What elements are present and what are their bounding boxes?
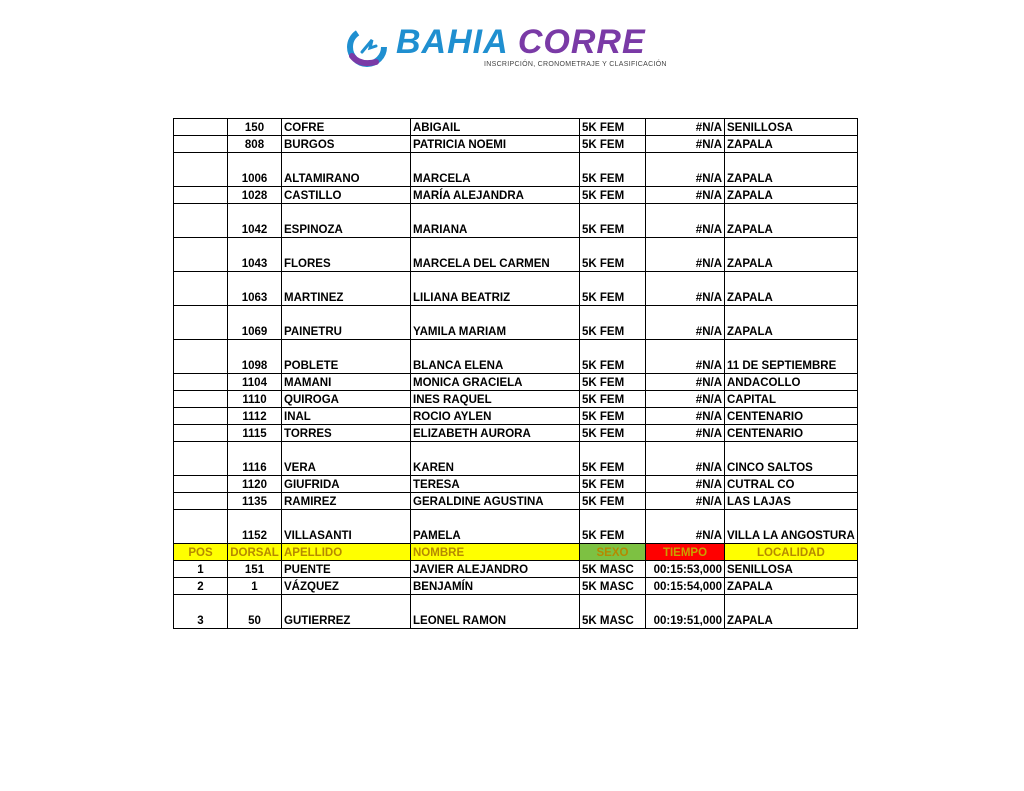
cell-tiempo: #N/A: [646, 510, 725, 544]
cell-apellido: MARTINEZ: [282, 272, 411, 306]
cell-localidad: ZAPALA: [725, 595, 858, 629]
table-row: [174, 510, 858, 544]
cell-sexo: 5K FEM: [580, 442, 646, 476]
cell-pos: [174, 425, 228, 442]
cell-pos: [174, 187, 228, 204]
cell-sexo: 5K FEM: [580, 238, 646, 272]
cell-dorsal: 1098: [228, 340, 282, 374]
cell-sexo: 5K FEM: [580, 391, 646, 408]
cell-localidad: 11 DE SEPTIEMBRE: [725, 340, 858, 374]
cell-nombre: ELIZABETH AURORA: [411, 425, 580, 442]
cell-pos: [174, 442, 228, 476]
cell-apellido: TORRES: [282, 425, 411, 442]
cell-apellido: VÁZQUEZ: [282, 578, 411, 595]
header-sexo: SEXO: [580, 544, 646, 561]
cell-nombre: LILIANA BEATRIZ: [411, 272, 580, 306]
table-row: [174, 187, 858, 204]
cell-apellido: PAINETRU: [282, 306, 411, 340]
cell-sexo: 5K FEM: [580, 306, 646, 340]
cell-dorsal: 50: [228, 595, 282, 629]
cell-dorsal: 1120: [228, 476, 282, 493]
cell-tiempo: #N/A: [646, 187, 725, 204]
cell-sexo: 5K FEM: [580, 425, 646, 442]
cell-dorsal: 1115: [228, 425, 282, 442]
cell-dorsal: 1104: [228, 374, 282, 391]
brand-tagline: INSCRIPCIÓN, CRONOMETRAJE Y CLASIFICACIÓN: [484, 61, 667, 68]
cell-dorsal: 1110: [228, 391, 282, 408]
cell-dorsal: 1063: [228, 272, 282, 306]
cell-nombre: PATRICIA NOEMI: [411, 136, 580, 153]
cell-pos: [174, 238, 228, 272]
cell-localidad: ZAPALA: [725, 238, 858, 272]
cell-apellido: MAMANI: [282, 374, 411, 391]
cell-sexo: 5K FEM: [580, 119, 646, 136]
results-bottom-body: [174, 561, 858, 629]
table-row: [174, 425, 858, 442]
table-row: [174, 493, 858, 510]
cell-localidad: ZAPALA: [725, 153, 858, 187]
cell-pos: [174, 391, 228, 408]
brand-wordmark: [396, 22, 646, 62]
cell-apellido: ESPINOZA: [282, 204, 411, 238]
cell-nombre: BLANCA ELENA: [411, 340, 580, 374]
cell-apellido: VERA: [282, 442, 411, 476]
cell-nombre: ROCIO AYLEN: [411, 408, 580, 425]
cell-nombre: MARÍA ALEJANDRA: [411, 187, 580, 204]
cell-localidad: CAPITAL: [725, 391, 858, 408]
cell-sexo: 5K FEM: [580, 408, 646, 425]
cell-dorsal: 1042: [228, 204, 282, 238]
cell-localidad: ZAPALA: [725, 204, 858, 238]
cell-tiempo: 00:19:51,000: [646, 595, 725, 629]
cell-nombre: JAVIER ALEJANDRO: [411, 561, 580, 578]
cell-apellido: ALTAMIRANO: [282, 153, 411, 187]
cell-apellido: INAL: [282, 408, 411, 425]
cell-pos: 3: [174, 595, 228, 629]
cell-apellido: GUTIERREZ: [282, 595, 411, 629]
cell-pos: [174, 374, 228, 391]
cell-tiempo: #N/A: [646, 442, 725, 476]
cell-sexo: 5K FEM: [580, 510, 646, 544]
cell-tiempo: #N/A: [646, 119, 725, 136]
cell-sexo: 5K FEM: [580, 136, 646, 153]
results-top-body: [174, 119, 858, 544]
cell-nombre: LEONEL RAMON: [411, 595, 580, 629]
cell-dorsal: 151: [228, 561, 282, 578]
cell-dorsal: 1043: [228, 238, 282, 272]
cell-localidad: VILLA LA ANGOSTURA: [725, 510, 858, 544]
cell-dorsal: 150: [228, 119, 282, 136]
cell-tiempo: 00:15:53,000: [646, 561, 725, 578]
cell-localidad: ZAPALA: [725, 306, 858, 340]
cell-localidad: ZAPALA: [725, 136, 858, 153]
table-row: [174, 272, 858, 306]
cell-pos: 1: [174, 561, 228, 578]
table-row: [174, 442, 858, 476]
cell-pos: [174, 272, 228, 306]
cell-apellido: PUENTE: [282, 561, 411, 578]
cell-nombre: GERALDINE AGUSTINA: [411, 493, 580, 510]
header-pos: POS: [174, 544, 228, 561]
cell-tiempo: #N/A: [646, 340, 725, 374]
cell-localidad: CUTRAL CO: [725, 476, 858, 493]
table-row: [174, 476, 858, 493]
header-tiempo: TIEMPO: [646, 544, 725, 561]
table-row: [174, 238, 858, 272]
cell-tiempo: #N/A: [646, 374, 725, 391]
cell-localidad: ZAPALA: [725, 272, 858, 306]
cell-apellido: BURGOS: [282, 136, 411, 153]
cell-apellido: QUIROGA: [282, 391, 411, 408]
table-row: [174, 408, 858, 425]
cell-nombre: MARCELA: [411, 153, 580, 187]
cell-apellido: COFRE: [282, 119, 411, 136]
cell-sexo: 5K MASC: [580, 578, 646, 595]
cell-nombre: MARCELA DEL CARMEN: [411, 238, 580, 272]
cell-apellido: POBLETE: [282, 340, 411, 374]
cell-apellido: CASTILLO: [282, 187, 411, 204]
cell-pos: [174, 340, 228, 374]
header-nombre: NOMBRE: [411, 544, 580, 561]
cell-localidad: LAS LAJAS: [725, 493, 858, 510]
cell-pos: [174, 493, 228, 510]
cell-sexo: 5K FEM: [580, 340, 646, 374]
cell-nombre: BENJAMÍN: [411, 578, 580, 595]
cell-sexo: 5K FEM: [580, 204, 646, 238]
cell-sexo: 5K FEM: [580, 493, 646, 510]
cell-tiempo: #N/A: [646, 153, 725, 187]
brand-name-part2: CORRE: [517, 23, 646, 61]
cell-tiempo: #N/A: [646, 238, 725, 272]
cell-tiempo: #N/A: [646, 476, 725, 493]
cell-tiempo: #N/A: [646, 425, 725, 442]
cell-dorsal: 1: [228, 578, 282, 595]
cell-dorsal: 1069: [228, 306, 282, 340]
cell-localidad: SENILLOSA: [725, 561, 858, 578]
cell-localidad: SENILLOSA: [725, 119, 858, 136]
cell-localidad: CENTENARIO: [725, 408, 858, 425]
cell-sexo: 5K FEM: [580, 476, 646, 493]
cell-sexo: 5K MASC: [580, 561, 646, 578]
cell-nombre: PAMELA: [411, 510, 580, 544]
cell-sexo: 5K MASC: [580, 595, 646, 629]
table-row: [174, 561, 858, 578]
table-row: [174, 578, 858, 595]
cell-dorsal: 1028: [228, 187, 282, 204]
cell-tiempo: #N/A: [646, 204, 725, 238]
cell-sexo: 5K FEM: [580, 272, 646, 306]
header-localidad: LOCALIDAD: [725, 544, 858, 561]
cell-pos: [174, 136, 228, 153]
cell-nombre: KAREN: [411, 442, 580, 476]
table-row: [174, 119, 858, 136]
cell-tiempo: #N/A: [646, 136, 725, 153]
table-row: [174, 340, 858, 374]
header-dorsal: DORSAL: [228, 544, 282, 561]
cell-tiempo: 00:15:54,000: [646, 578, 725, 595]
cell-dorsal: 1116: [228, 442, 282, 476]
cell-localidad: CENTENARIO: [725, 425, 858, 442]
cell-localidad: ANDACOLLO: [725, 374, 858, 391]
table-row: [174, 153, 858, 187]
results-table: [173, 118, 858, 629]
cell-nombre: ABIGAIL: [411, 119, 580, 136]
cell-tiempo: #N/A: [646, 408, 725, 425]
table-row: [174, 374, 858, 391]
cell-pos: 2: [174, 578, 228, 595]
brand-name-part1: BAHIA: [396, 23, 508, 61]
cell-sexo: 5K FEM: [580, 187, 646, 204]
cell-localidad: ZAPALA: [725, 187, 858, 204]
cell-dorsal: 808: [228, 136, 282, 153]
cell-pos: [174, 476, 228, 493]
cell-apellido: FLORES: [282, 238, 411, 272]
cell-pos: [174, 153, 228, 187]
cell-nombre: MONICA GRACIELA: [411, 374, 580, 391]
table-row: [174, 204, 858, 238]
results-header-body: [174, 544, 858, 561]
cell-apellido: RAMIREZ: [282, 493, 411, 510]
cell-dorsal: 1135: [228, 493, 282, 510]
cell-pos: [174, 119, 228, 136]
table-row: [174, 391, 858, 408]
runner-swirl-icon: [346, 26, 388, 68]
cell-localidad: CINCO SALTOS: [725, 442, 858, 476]
cell-apellido: GIUFRIDA: [282, 476, 411, 493]
cell-nombre: TERESA: [411, 476, 580, 493]
cell-tiempo: #N/A: [646, 493, 725, 510]
cell-nombre: INES RAQUEL: [411, 391, 580, 408]
cell-pos: [174, 204, 228, 238]
cell-nombre: YAMILA MARIAM: [411, 306, 580, 340]
cell-dorsal: 1006: [228, 153, 282, 187]
cell-tiempo: #N/A: [646, 391, 725, 408]
cell-sexo: 5K FEM: [580, 374, 646, 391]
table-row: [174, 306, 858, 340]
bahia-corre-logo: [346, 22, 686, 72]
cell-tiempo: #N/A: [646, 306, 725, 340]
cell-nombre: MARIANA: [411, 204, 580, 238]
header-apellido: APELLIDO: [282, 544, 411, 561]
cell-localidad: ZAPALA: [725, 578, 858, 595]
cell-pos: [174, 408, 228, 425]
cell-dorsal: 1112: [228, 408, 282, 425]
cell-pos: [174, 510, 228, 544]
table-row: [174, 595, 858, 629]
cell-dorsal: 1152: [228, 510, 282, 544]
cell-sexo: 5K FEM: [580, 153, 646, 187]
cell-tiempo: #N/A: [646, 272, 725, 306]
cell-apellido: VILLASANTI: [282, 510, 411, 544]
table-row: [174, 136, 858, 153]
cell-pos: [174, 306, 228, 340]
table-header-row: [174, 544, 858, 561]
